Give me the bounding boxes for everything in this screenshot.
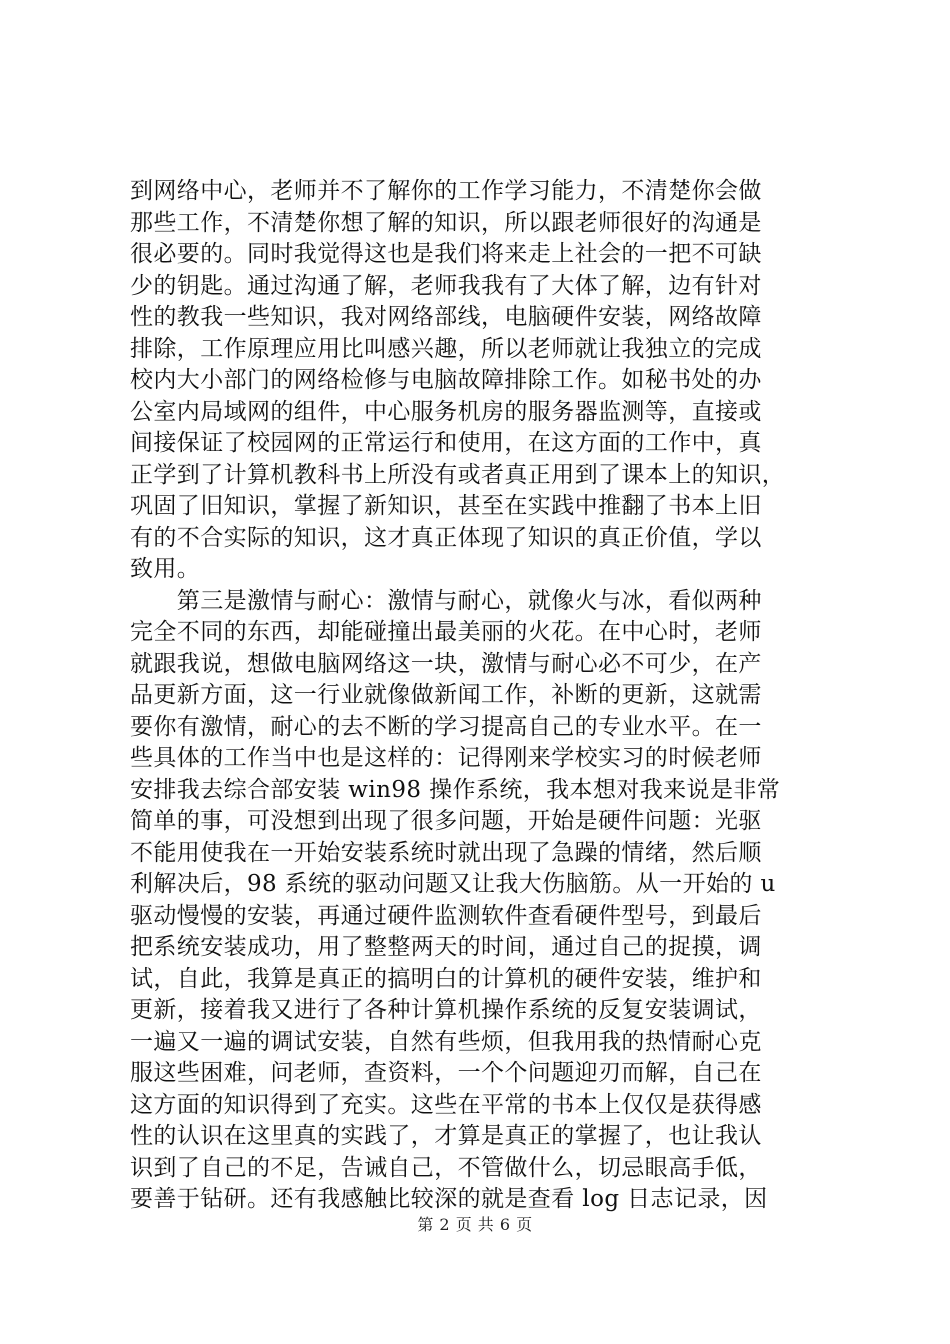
text-line: 要你有激情，耐心的去不断的学习提高自己的专业水平。在一: [130, 713, 762, 740]
text-line: 很必要的。同时我觉得这也是我们将来走上社会的一把不可缺: [130, 241, 762, 267]
text-line: 服这些困难，问老师，查资料，一个个问题迎刃而解，自己在: [130, 1060, 762, 1086]
text-line: 这方面的知识得到了充实。这些在平常的书本上仅仅是获得感: [130, 1091, 762, 1118]
text-line: 性的教我一些知识，我对网络部线，电脑硬件安装，网络故障: [130, 304, 762, 330]
text-line: 品更新方面，这一行业就像做新闻工作，补断的更新，这就需: [130, 682, 762, 708]
text-line: 完全不同的东西，却能碰撞出最美丽的火花。在中心时，老师: [130, 619, 762, 645]
text-line: 把系统安装成功，用了整整两天的时间，通过自己的捉摸，调: [130, 934, 762, 960]
text-line: 那些工作，不清楚你想了解的知识，所以跟老师很好的沟通是: [130, 209, 762, 236]
text-line: 一遍又一遍的调试安装，自然有些烦，但我用我的热情耐心克: [130, 1028, 762, 1055]
text-line: 利解决后，98 系统的驱动问题又让我大伤脑筋。从一开始的 u: [130, 871, 776, 897]
text-line: 不能用使我在一开始安装系统时就出现了急躁的情绪，然后顺: [130, 839, 762, 866]
text-line: 到网络中心，老师并不了解你的工作学习能力，不清楚你会做: [130, 178, 762, 204]
text-line: 试，自此，我算是真正的搞明白的计算机的硬件安装，维护和: [130, 965, 762, 992]
text-line: 排除，工作原理应用比叫感兴趣，所以老师就让我独立的完成: [130, 335, 762, 362]
text-line: 就跟我说，想做电脑网络这一块，激情与耐心必不可少，在产: [130, 650, 762, 677]
text-line: 性的认识在这里真的实践了，才算是真正的掌握了，也让我认: [130, 1123, 762, 1149]
text-line: 校内大小部门的网络检修与电脑故障排除工作。如秘书处的办: [130, 367, 762, 393]
text-line: 有的不合实际的知识，这才真正体现了知识的真正价值，学以: [130, 524, 762, 551]
text-line: 公室内局域网的组件，中心服务机房的服务器监测等，直接或: [130, 398, 762, 425]
body-text: [130, 176, 830, 1216]
text-line: 简单的事，可没想到出现了很多问题，开始是硬件问题：光驱: [130, 808, 762, 834]
text-line: 少的钥匙。通过沟通了解，老师我我有了大体了解，边有针对: [130, 272, 762, 299]
text-line: 巩固了旧知识，掌握了新知识，甚至在实践中推翻了书本上旧: [130, 493, 762, 519]
text-line: 致用。: [130, 556, 201, 582]
paragraph-start-line: 第三是激情与耐心：激情与耐心，就像火与冰，看似两种: [130, 587, 762, 614]
page-number-footer: 第 2 页 共 6 页: [417, 1215, 533, 1234]
text-line: 识到了自己的不足，告诫自己，不管做什么，切忌眼高手低，: [130, 1154, 762, 1181]
text-line: 要善于钻研。还有我感触比较深的就是查看 log 日志记录，因: [130, 1186, 768, 1212]
text-line: 些具体的工作当中也是这样的：记得刚来学校实习的时候老师: [130, 745, 762, 771]
text-line: 驱动慢慢的安装，再通过硬件监测软件查看硬件型号，到最后: [130, 902, 762, 929]
text-line: 间接保证了校园网的正常运行和使用，在这方面的工作中，真: [130, 430, 762, 456]
text-line: 安排我去综合部安装 win98 操作系统，我本想对我来说是非常: [130, 776, 781, 803]
text-line: 正学到了计算机教科书上所没有或者真正用到了课本上的知识，: [130, 461, 786, 488]
text-line: 更新，接着我又进行了各种计算机操作系统的反复安装调试，: [130, 997, 762, 1023]
